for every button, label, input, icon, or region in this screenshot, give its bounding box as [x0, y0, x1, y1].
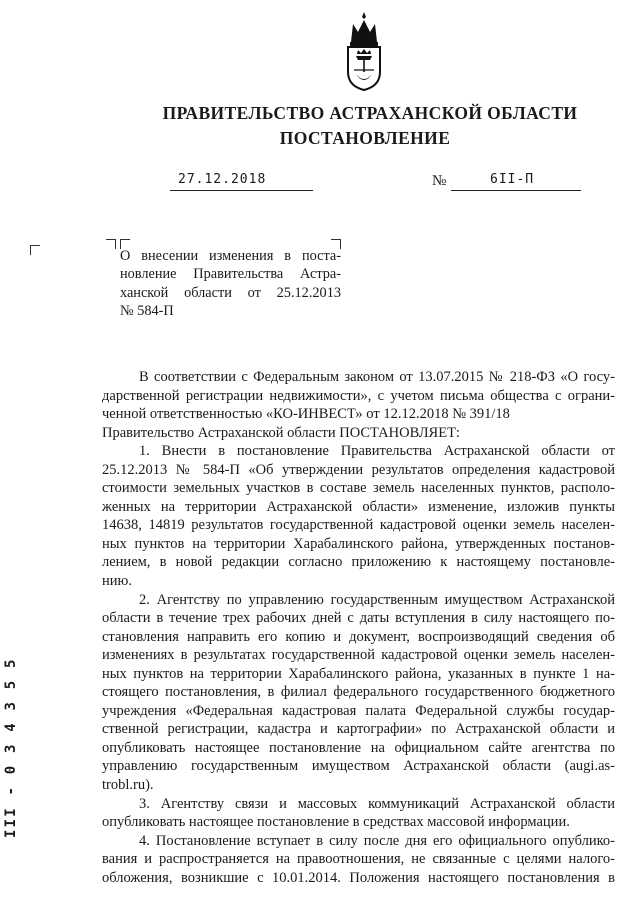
number-sign: № — [432, 173, 447, 189]
body-line: 2. Агентству по управлению государственным имуществом Астраханской — [139, 591, 615, 608]
body-line: опубликовать настоящее постановление в средствах массовой информации. — [102, 814, 570, 831]
document-date: 27.12.2018 — [178, 172, 267, 187]
subject-line: О внесении изменения в поста- — [120, 248, 341, 264]
subject-line: № 584-П — [120, 303, 174, 320]
body-line: обложения, возникшие с 10.01.2014. Положения настоящего постановления в — [102, 869, 615, 886]
body-line: вания и распространяется на правоотношения, не связанные с целями налого- — [102, 851, 615, 868]
body-line: изменениях в результатах государственной кадастровой оценки земель населен- — [102, 647, 615, 664]
date-underline — [170, 190, 313, 191]
body-line: ных пунктов на территории Харабалинского района, указанных в пункте 1 на- — [102, 665, 615, 682]
body-line: стоимости земельных участков в составе земель населенных пунктов, располо- — [102, 480, 615, 497]
body-line: 4. Постановление вступает в силу после дня его официального опублико- — [139, 832, 615, 849]
body-line: женных на территории Астраханской области» изменение, изложив пункты — [102, 498, 615, 515]
document-kind: ПОСТАНОВЛЕНИЕ — [279, 128, 451, 148]
body-line: 25.12.2013 № 584-П «Об утверждении результатов определения кадастровой — [102, 461, 615, 478]
body-line: опубликовать настоящее постановление на официальном сайте агентства по — [102, 739, 615, 756]
corner-mark — [30, 245, 40, 255]
body-line: trobl.ru). — [102, 777, 154, 794]
corner-mark — [106, 239, 116, 249]
body-line: Правительство Астраханской области ПОСТАНОВЛЯЕТ: — [102, 424, 460, 441]
body-line: 14638, 14819 результатов государственной кадастровой оценки земель населен- — [102, 517, 615, 534]
body-line: нию. — [102, 573, 132, 590]
document-number: 6II-П — [490, 172, 535, 187]
body-line: становления направить его копию и документ, воспроизводящий сведения об — [102, 628, 615, 645]
body-line: дарственной регистрации недвижимости», с учетом письма общества с ограни- — [102, 387, 615, 404]
government-title: ПРАВИТЕЛЬСТВО АСТРАХАНСКОЙ ОБЛАСТИ — [162, 103, 578, 123]
subject-line: новление Правительства Астра- — [120, 266, 341, 283]
subject-line: ханской области от 25.12.2013 — [120, 284, 341, 301]
body-line: управлению государственным имуществом Астраханской области (augi.as- — [102, 758, 615, 775]
coat-of-arms-icon — [343, 10, 385, 92]
body-line: области в течение трех рабочих дней с даты вступления в силу настоящего по- — [102, 610, 615, 627]
body-line: 3. Агентству связи и массовых коммуникаций Астраханской области — [139, 795, 615, 812]
body-line: ченной ответственностью «КО-ИНВЕСТ» от 12.12.2018 № 391/18 — [102, 406, 510, 423]
number-underline — [451, 190, 581, 191]
body-line: В соответствии с Федеральным законом от 13.07.2015 № 218-ФЗ «О госу- — [139, 369, 615, 385]
body-line: лением, в новой редакции согласно приложению к настоящему постановле- — [102, 554, 615, 571]
document-subject — [120, 247, 341, 321]
document-body — [102, 368, 615, 887]
body-line: ственной регистрации, кадастра и картографии» по Астраханской области и — [102, 721, 615, 738]
body-line: ных пунктов на территории Харабалинского района, утвержденных постанов- — [102, 535, 615, 552]
body-line: стоящего постановления, в филиал федерального государственного бюджетного — [102, 684, 615, 701]
side-serial-code: III - 0 3 4 3 5 5 — [3, 657, 19, 838]
body-line: учреждения «Федеральная кадастровая палата Федеральной службы государ- — [102, 702, 615, 719]
body-line: 1. Внести в постановление Правительства Астраханской области от — [139, 443, 615, 460]
